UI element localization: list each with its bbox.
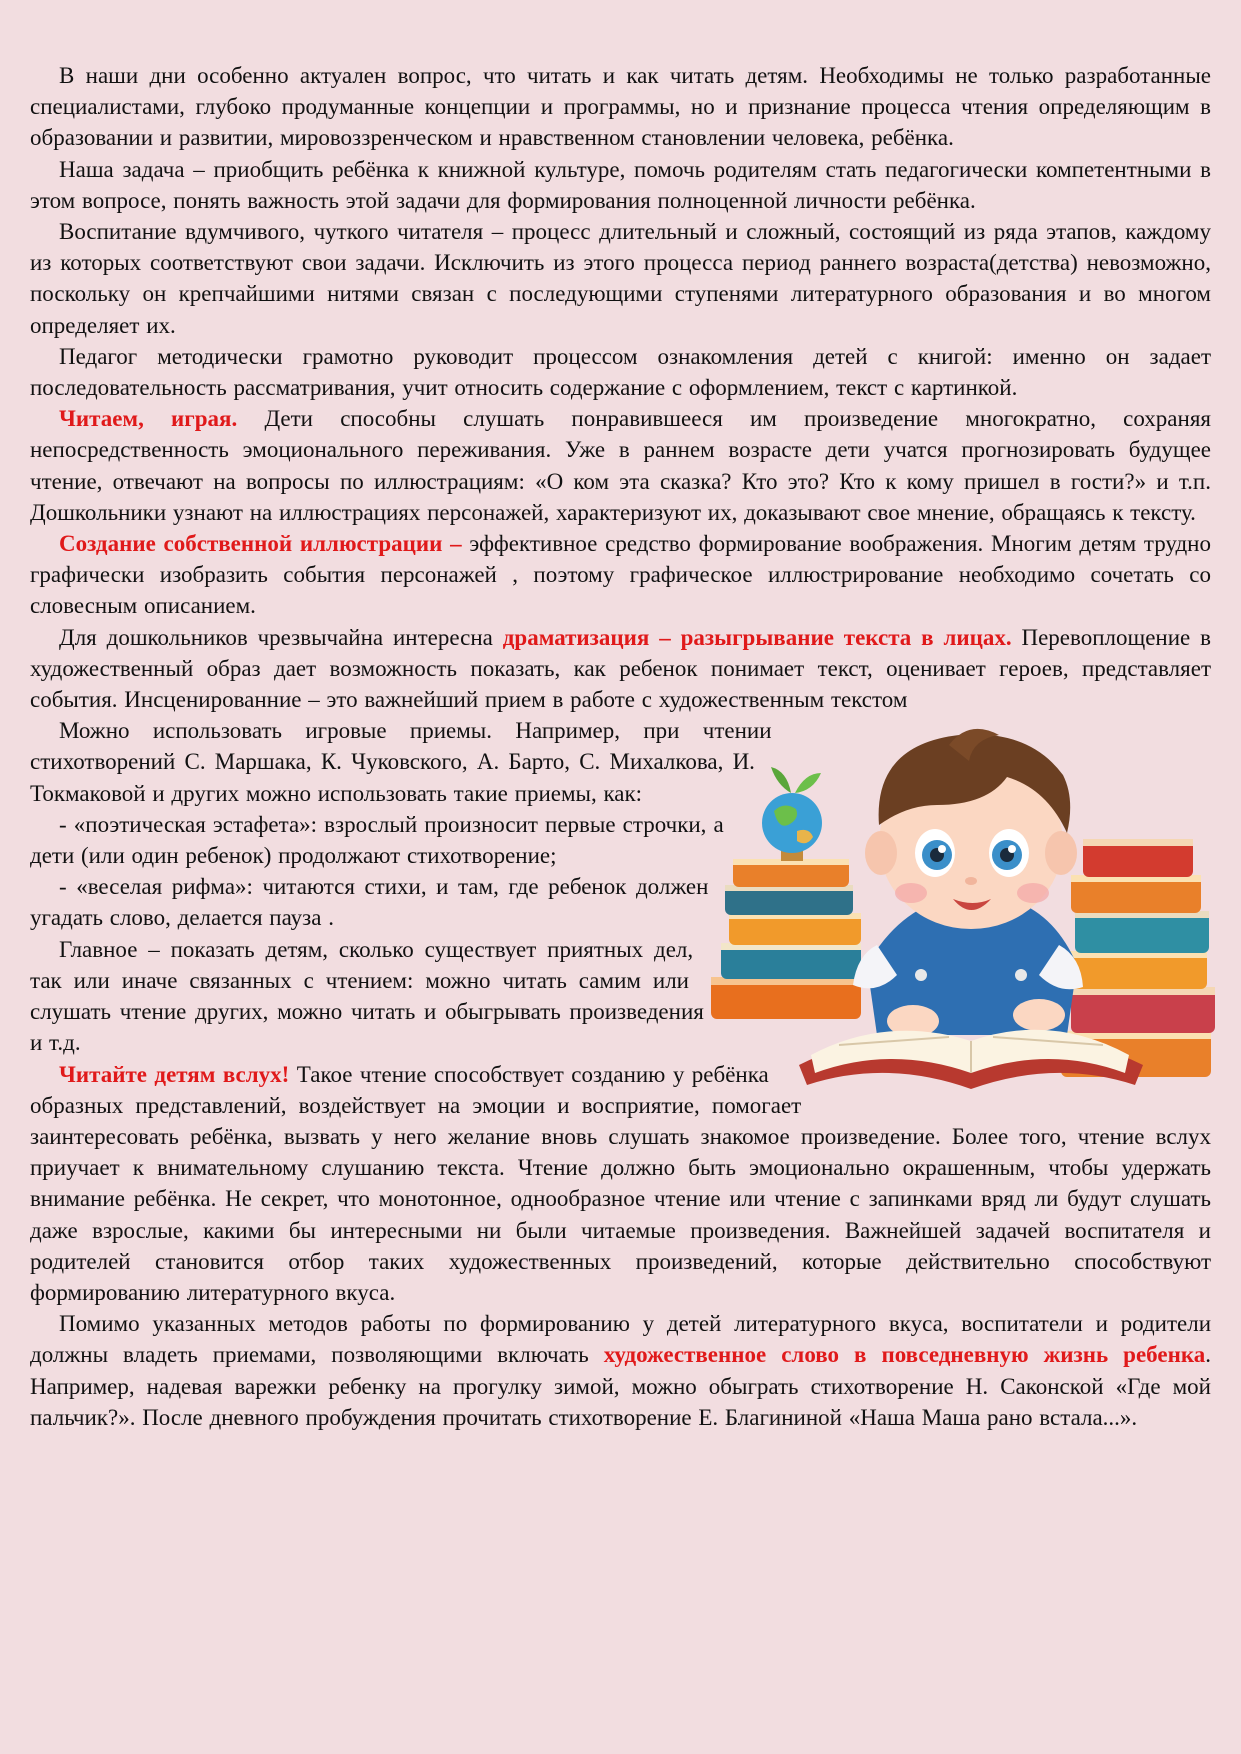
globe-icon [762,767,822,861]
paragraph-own-illustration-text: эффективное средство формирование воображения. Многим детям трудно графически изобразить события персонажей , поэтому графическое иллюстрирование необходимо сочетать со словесным описанием. [30,531,1211,619]
paragraph-own-illustration [30,528,1211,622]
paragraph-reading-playing-text: Дети способны слушать понравившееся им произведение многократно, сохраняя непосредственность эмоционального переживания. Уже в раннем возрасте дети учатся прогнозировать будущее чтение, отвечают на вопросы по иллюстрациям: «О ком эта сказка? Кто это? Кто к кому пришел в гости?» и т.п. Дошкольники узнают на иллюстрациях персонажей, характеризуют их, доказывают свое мнение, обращаясь к тексту. [30,406,1211,525]
paragraph-intro: В наши дни особенно актуален вопрос, что читать и как читать детям. Необходимы не только разработанные специалистами, глубоко продуманные концепции и программы, но и признание процесса чтения определяющим в образовании и развитии, мировоззренческом и нравственном становлении человека, ребёнка. [30,63,1211,151]
list-item-poetic-relay: - «поэтическая эстафета»: взрослый произносит первые строчки, а дети (или один ребенок) продолжают стихотворение; [30,811,724,869]
baby-figure [853,729,1083,1037]
paragraph-everyday-word-lead: Помимо указанных методов работы по формированию у детей литературного вкуса, воспитатели и родители должны владеть приемами, позволяющими включать [30,1311,1211,1368]
paragraph-everyday-word [30,1308,1211,1433]
paragraph-main-point: Главное – показать детям, сколько существует приятных дел, так или иначе связанных с чтением: можно читать самим или слушать чтение других, можно читать и обыгрывать произведения и т.д. [30,936,704,1056]
highlight-reading-playing: Читаем, играя. [59,406,238,432]
paragraph-read-aloud-text: Такое чтение способствует созданию у ребёнка образных представлений, воздействует на эмоции и восприятие, помогает заинтересовать ребёнка, вызвать у него желание вновь слушать знакомое произведение. Более того, чтение вслух приучает к внимательному слушанию текста. Чтение должно быть эмоционально окрашенным, чтобы удержать внимание ребёнка. Не секрет, что монотонное, однообразное чтение или чтение с запинками вряд ли будут слушать даже взрослые, какими бы интересными ни были читаемые произведения. Важнейшей задачей воспитателя и родителей становится отбор таких художественных произведений, которые действительно способствуют формированию литературного вкуса. [30,1061,1211,1305]
paragraph-dramatization [30,622,1211,716]
paragraph-upbringing: Воспитание вдумчивого, чуткого читателя – процесс длительный и сложный, состоящий из ряда этапов, каждому из которых соответствуют свои задачи. Исключить из этого процесса период раннего возраста(детства) невозможно, поскольку он крепчайшими нитями связан с последующими ступенями литературного образования и во многом определяет их. [30,219,1211,338]
paragraph-dramatization-lead: Для дошкольников чрезвычайна интересна [59,624,503,650]
paragraph-game-techniques: Можно использовать игровые приемы. Например, при чтении стихотворений С. Маршака, К. Чуковского, А. Барто, С. Михалкова, И. Токмаковой и других можно использовать такие приемы, как: [30,718,772,806]
paragraph-everyday-word-text: . Например, надевая варежки ребенку на прогулку зимой, можно обыграть стихотворение Н. Саконской «Где мой пальчик?». После дневного пробуждения прочитать стихотворение Е. Благининой «Наша Маша рано встала...». [30,1342,1211,1430]
left-book-stack [711,859,861,1019]
paragraph-task: Наша задача – приобщить ребёнка к книжной культуре, помочь родителям стать педагогически компетентными в этом вопросе, понять важность этой задачи для формирования полноценной личности ребёнка. [30,156,1211,213]
highlight-read-aloud: Читайте детям вслух! [59,1061,290,1087]
highlight-own-illustration: Создание собственной иллюстрации – [59,531,462,557]
list-item-merry-rhyme: - «веселая рифма»: читаются стихи, и там, где ребенок должен угадать слово, делается пауза . [30,874,709,931]
paragraph-teacher: Педагог методически грамотно руководит процессом ознакомления детей с книгой: именно он задает последовательность рассматривания, учит относить содержание с оформлением, текст с картинкой. [30,343,1211,401]
paragraph-dramatization-text: Перевоплощение в художественный образ дает возможность показать, как ребенок понимает текст, оценивает героев, представляет события. Инсценированние – это важнейший прием в работе с художественным текстом [30,624,1211,713]
highlight-dramatization: драматизация – разыгрывание текста в лицах. [502,624,1012,650]
baby-reading-books-illustration [699,715,1219,1107]
paragraph-reading-playing [30,403,1211,528]
highlight-artistic-word: художественное слово в повседневную жизнь ребенка [603,1342,1206,1368]
